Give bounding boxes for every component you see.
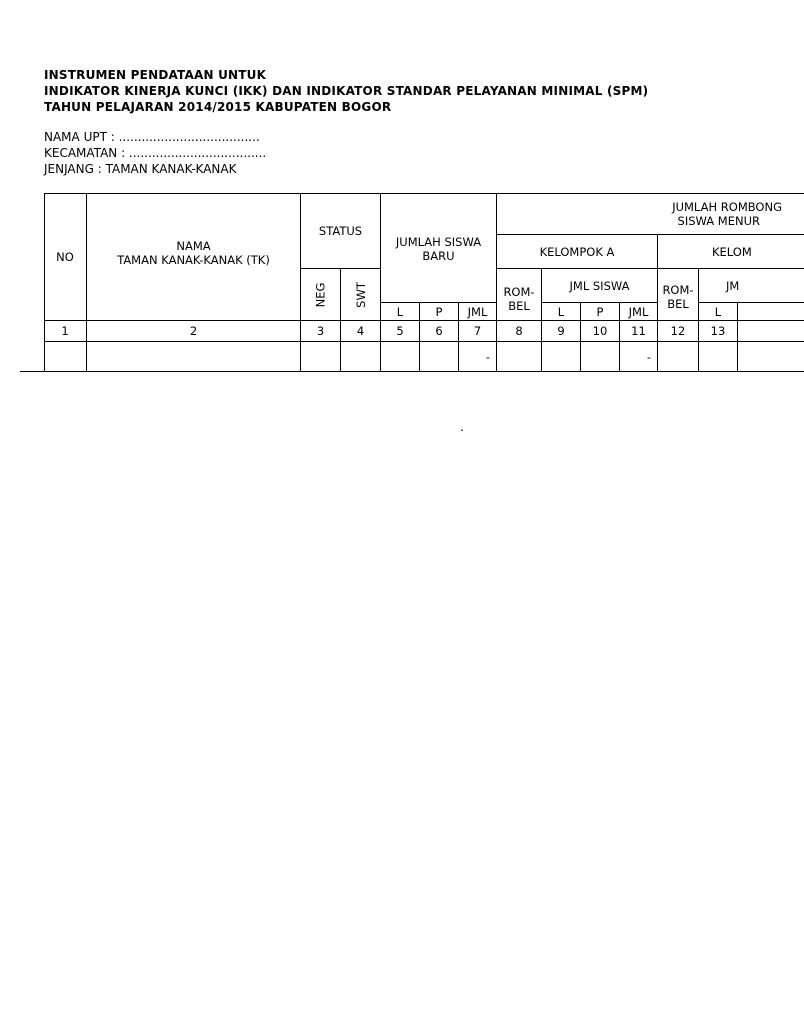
- heading-line-3: TAHUN PELAJARAN 2014/2015 KABUPATEN BOGOR: [44, 100, 392, 114]
- document-heading: [44, 67, 648, 115]
- grid-line: [44, 341, 804, 342]
- col-number: 3: [316, 324, 325, 338]
- header-jml: JML: [467, 304, 488, 319]
- header-swt: [341, 269, 380, 320]
- grid-line: [44, 371, 804, 372]
- header-rombel-a: [497, 269, 541, 320]
- header-kelompok-b: KELOM: [712, 244, 752, 259]
- header-rombel-b: [658, 269, 698, 320]
- siswa-baru-line2: BARU: [422, 249, 455, 263]
- rombel-b-line1: ROM-: [662, 282, 694, 297]
- swt-label: SWT: [353, 281, 368, 308]
- header-p-a: P: [596, 304, 604, 319]
- header-jml-a: JML: [628, 304, 649, 319]
- header-rombongan: [497, 193, 804, 234]
- col-number: 12: [670, 324, 686, 338]
- col-number: 2: [189, 324, 198, 338]
- header-nama: [87, 233, 300, 273]
- col-number: 4: [356, 324, 365, 338]
- margin-line: [20, 371, 44, 372]
- col-number: 5: [396, 324, 404, 338]
- col-number: 7: [473, 324, 482, 338]
- nama-upt-field: NAMA UPT : .....................................: [44, 130, 260, 144]
- data-table: [44, 193, 782, 374]
- col-number: 1: [61, 324, 69, 338]
- col-number: 9: [557, 324, 565, 338]
- rombel-a-line1: ROM-: [503, 284, 535, 299]
- rombongan-line1: JUMLAH ROMBONG: [672, 199, 782, 214]
- header-nama-line2: TAMAN KANAK-KANAK (TK): [117, 253, 270, 267]
- neg-label: NEG: [313, 282, 328, 307]
- col-number: 6: [435, 324, 443, 338]
- heading-line-2: INDIKATOR KINERJA KUNCI (IKK) DAN INDIKATOR STANDAR PELAYANAN MINIMAL (SPM): [44, 84, 649, 98]
- header-jml-siswa-a: JML SISWA: [569, 278, 630, 293]
- col-number: 8: [515, 324, 523, 338]
- data-cell-jml: -: [485, 349, 490, 364]
- jenjang-field: JENJANG : TAMAN KANAK-KANAK: [44, 162, 237, 176]
- stray-dot: .: [460, 420, 464, 434]
- header-status: STATUS: [318, 223, 363, 238]
- header-p: P: [435, 304, 443, 319]
- header-neg: [301, 269, 340, 320]
- data-cell-jml-a: -: [646, 349, 651, 364]
- header-l-a: L: [557, 304, 565, 319]
- heading-line-1: INSTRUMEN PENDATAAN UNTUK: [44, 68, 267, 82]
- rombel-a-line2: BEL: [508, 298, 530, 313]
- siswa-baru-line1: JUMLAH SISWA: [395, 235, 482, 249]
- info-block: [44, 129, 266, 177]
- rombel-b-line2: BEL: [667, 296, 689, 311]
- header-nama-line1: NAMA: [176, 239, 211, 253]
- kecamatan-field: KECAMATAN : ....................................: [44, 146, 267, 160]
- header-no: NO: [56, 249, 74, 264]
- header-kelompok-a: KELOMPOK A: [539, 244, 615, 259]
- col-number: 13: [710, 324, 726, 338]
- grid-line: [737, 303, 738, 372]
- header-siswa-baru: [381, 213, 496, 285]
- col-number: 10: [592, 324, 608, 338]
- header-l-b: L: [714, 304, 722, 319]
- header-l: L: [396, 304, 404, 319]
- rombongan-line2: SISWA MENUR: [677, 213, 760, 228]
- grid-line: [86, 193, 87, 372]
- header-jml-siswa-b: JM: [726, 278, 740, 293]
- col-number: 11: [631, 324, 646, 338]
